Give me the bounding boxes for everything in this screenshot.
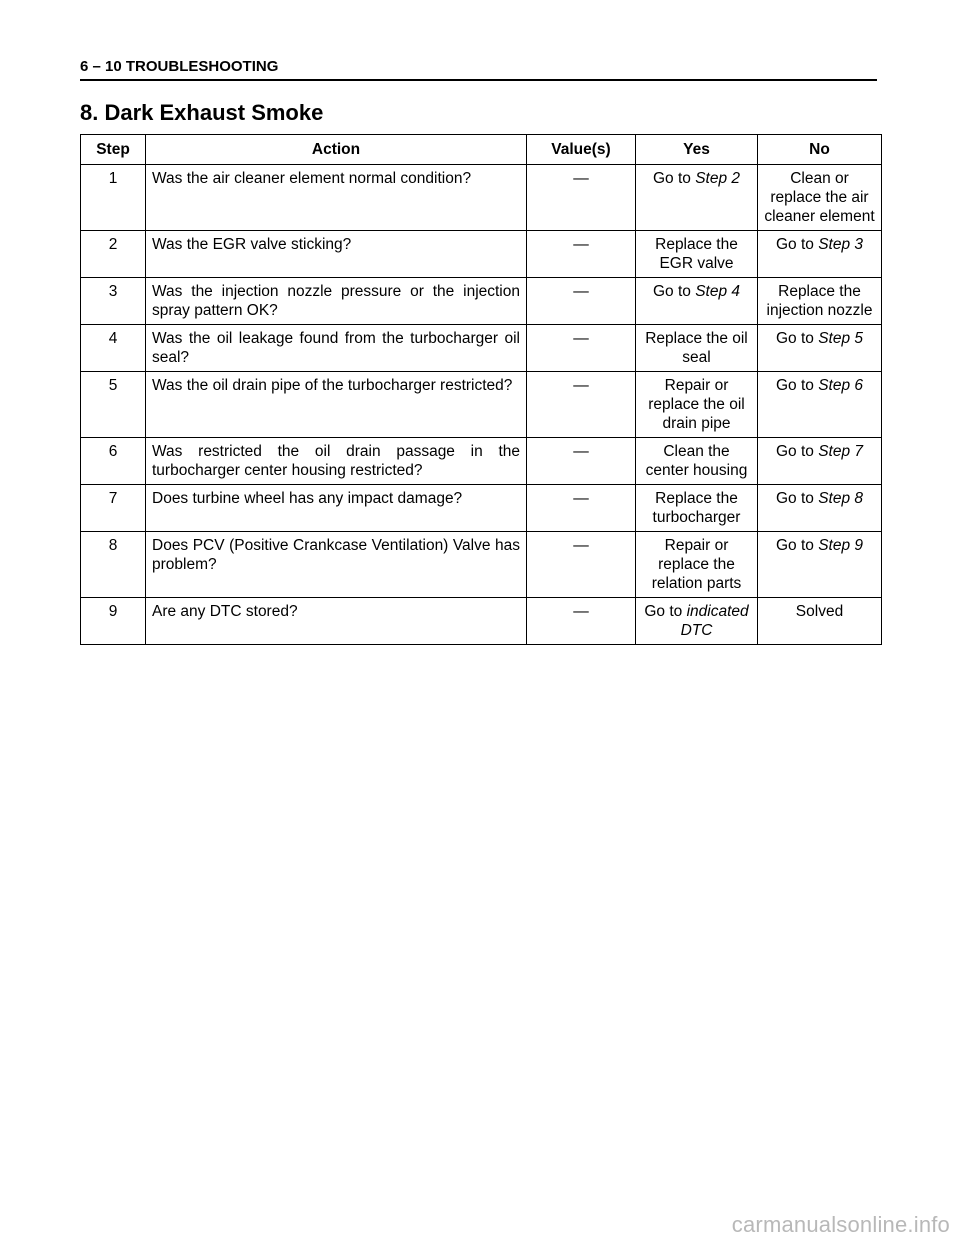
yes-result — [636, 532, 758, 598]
action-text: Was restricted the oil drain passage in the turbocharger center housing restricted? — [146, 438, 527, 485]
step-number: 7 — [81, 485, 146, 532]
action-text: Was the oil leakage found from the turbocharger oil seal? — [146, 325, 527, 372]
yes-result-text: Go to — [652, 170, 696, 187]
no-result — [758, 372, 882, 438]
no-result-text: Go to — [775, 236, 819, 253]
value-text: — — [527, 278, 636, 325]
action-text: Are any DTC stored? — [146, 598, 527, 645]
table-body — [81, 165, 882, 645]
table-row — [81, 165, 882, 231]
yes-result — [636, 165, 758, 231]
no-result — [758, 598, 882, 645]
step-number: 9 — [81, 598, 146, 645]
value-text: — — [527, 372, 636, 438]
value-text: — — [527, 485, 636, 532]
yes-result — [636, 325, 758, 372]
yes-result-text: Repair or replace the relation parts — [651, 537, 742, 592]
column-header-values: Value(s) — [527, 135, 636, 165]
table-row — [81, 372, 882, 438]
no-result — [758, 485, 882, 532]
yes-result — [636, 231, 758, 278]
step-number: 3 — [81, 278, 146, 325]
no-result-text: Replace the injection nozzle — [766, 283, 873, 319]
no-result — [758, 325, 882, 372]
value-text: — — [527, 165, 636, 231]
yes-result-text: Replace the oil seal — [645, 330, 748, 366]
step-number: 5 — [81, 372, 146, 438]
step-number: 8 — [81, 532, 146, 598]
no-result-text: Go to — [775, 377, 819, 394]
value-text: — — [527, 598, 636, 645]
no-result-text: Clean or replace the air cleaner element — [764, 170, 875, 225]
yes-result-text: Clean the center housing — [645, 443, 748, 479]
table-row — [81, 598, 882, 645]
no-step-reference: Step 5 — [818, 330, 864, 347]
table-row — [81, 532, 882, 598]
no-result — [758, 231, 882, 278]
yes-result-text: Go to — [652, 283, 696, 300]
table-row — [81, 325, 882, 372]
no-result-text: Go to — [775, 537, 819, 554]
page-header: 6 – 10 TROUBLESHOOTING — [80, 58, 877, 81]
table-row — [81, 278, 882, 325]
no-result-text: Go to — [775, 490, 819, 507]
yes-step-reference: Step 4 — [695, 283, 741, 300]
no-result — [758, 278, 882, 325]
column-header-no: No — [758, 135, 882, 165]
yes-result-text: Repair or replace the oil drain pipe — [648, 377, 745, 432]
no-step-reference: Step 7 — [818, 443, 864, 460]
no-result — [758, 165, 882, 231]
no-step-reference: Step 3 — [818, 236, 864, 253]
yes-result — [636, 438, 758, 485]
yes-step-reference: Step 2 — [695, 170, 741, 187]
no-result-text: Solved — [795, 603, 844, 620]
yes-result-text: Replace the turbocharger — [652, 490, 741, 526]
section-title: 8. Dark Exhaust Smoke — [80, 100, 324, 125]
table-row — [81, 485, 882, 532]
table-header-row — [81, 135, 882, 165]
value-text: — — [527, 532, 636, 598]
step-number: 1 — [81, 165, 146, 231]
value-text: — — [527, 325, 636, 372]
step-number: 6 — [81, 438, 146, 485]
no-result — [758, 438, 882, 485]
action-text: Was the oil drain pipe of the turbocharger restricted? — [146, 372, 527, 438]
yes-result — [636, 485, 758, 532]
column-header-yes: Yes — [636, 135, 758, 165]
no-result-text: Go to — [775, 330, 819, 347]
troubleshooting-table — [80, 134, 882, 645]
action-text: Does turbine wheel has any impact damage? — [146, 485, 527, 532]
yes-result-text: Go to — [644, 603, 687, 620]
table-row — [81, 438, 882, 485]
action-text: Does PCV (Positive Crankcase Ventilation) Valve has problem? — [146, 532, 527, 598]
value-text: — — [527, 438, 636, 485]
action-text: Was the injection nozzle pressure or the injection spray pattern OK? — [146, 278, 527, 325]
yes-result — [636, 278, 758, 325]
no-step-reference: Step 6 — [818, 377, 864, 394]
column-header-action: Action — [146, 135, 527, 165]
action-text: Was the EGR valve sticking? — [146, 231, 527, 278]
step-number: 4 — [81, 325, 146, 372]
no-step-reference: Step 8 — [818, 490, 864, 507]
value-text: — — [527, 231, 636, 278]
watermark: carmanualsonline.info — [731, 1212, 950, 1237]
no-step-reference: Step 9 — [818, 537, 864, 554]
column-header-step: Step — [81, 135, 146, 165]
step-number: 2 — [81, 231, 146, 278]
yes-result — [636, 372, 758, 438]
table-row — [81, 231, 882, 278]
no-result-text: Go to — [775, 443, 819, 460]
yes-result-text: Replace the EGR valve — [655, 236, 738, 272]
action-text: Was the air cleaner element normal condition? — [146, 165, 527, 231]
no-result — [758, 532, 882, 598]
yes-step-reference: indicated DTC — [680, 603, 749, 639]
yes-result — [636, 598, 758, 645]
